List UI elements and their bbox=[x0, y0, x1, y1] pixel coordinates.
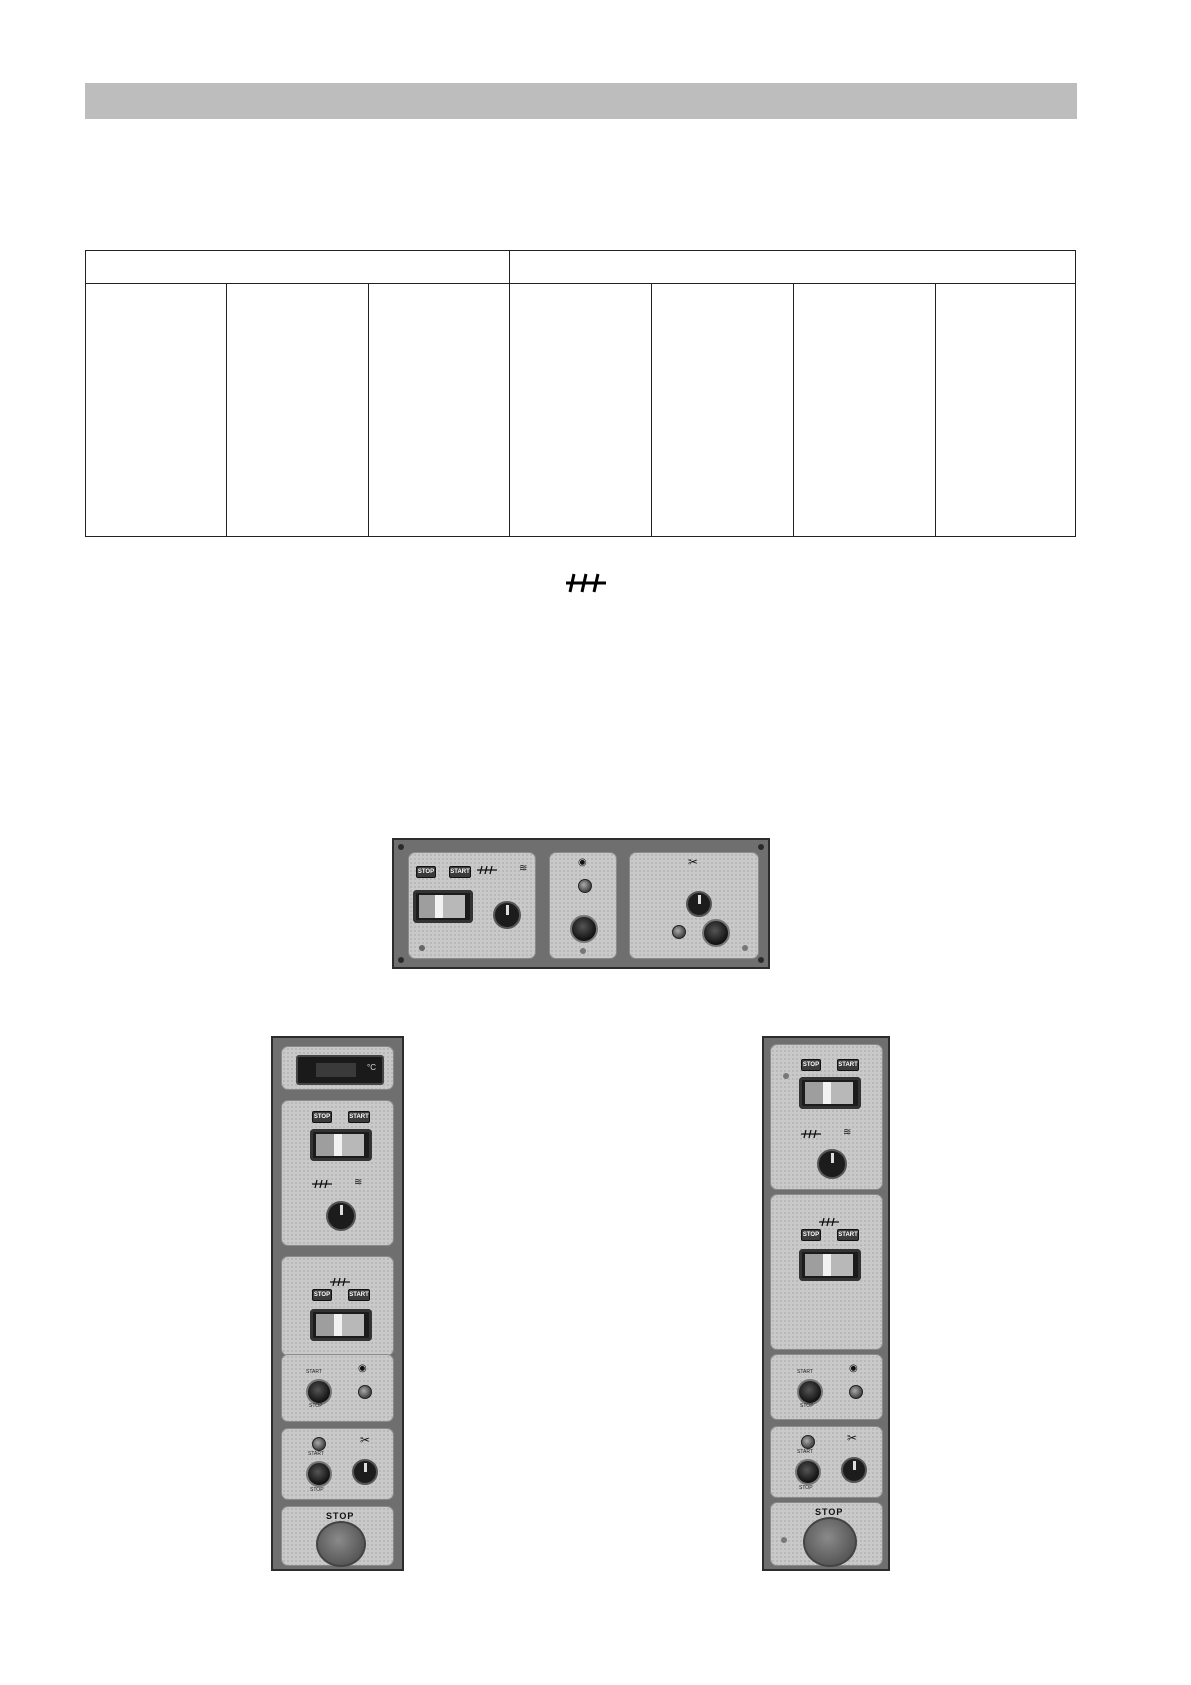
emergency-stop-label: STOP bbox=[815, 1507, 844, 1517]
table-header-divider bbox=[86, 283, 1075, 284]
cutter-indicator-lamp bbox=[801, 1435, 815, 1449]
stop-small-label: STOP bbox=[799, 1485, 813, 1491]
pump-start-stop-button[interactable] bbox=[797, 1379, 823, 1405]
pump-icon: ◉ bbox=[358, 1363, 367, 1374]
scissors-icon: ✂ bbox=[360, 1433, 371, 1447]
cutter-speed-dial[interactable] bbox=[352, 1459, 378, 1485]
heater-icon bbox=[477, 865, 497, 875]
pump-start-stop-button[interactable] bbox=[570, 915, 598, 943]
fan-icon: ≋ bbox=[519, 863, 528, 874]
heater-switch-plate bbox=[281, 1256, 394, 1356]
pump-indicator-lamp bbox=[358, 1385, 372, 1399]
screw bbox=[742, 945, 748, 951]
thermostat-plate bbox=[281, 1046, 394, 1090]
table-column-divider bbox=[935, 283, 936, 537]
screw bbox=[758, 957, 764, 963]
vertical-control-panel-left bbox=[271, 1036, 404, 1571]
start-label: START bbox=[449, 866, 471, 878]
heater-fan-selector-knob[interactable] bbox=[326, 1201, 356, 1231]
heater-icon bbox=[801, 1129, 821, 1139]
temperature-display bbox=[296, 1055, 384, 1085]
pump-plate bbox=[549, 852, 617, 959]
cutter-indicator-lamp bbox=[672, 925, 686, 939]
emergency-stop-plate bbox=[281, 1506, 394, 1566]
main-switch-plate bbox=[408, 852, 536, 959]
emergency-stop-button[interactable] bbox=[803, 1517, 857, 1567]
celsius-unit: °C bbox=[367, 1063, 376, 1072]
heater-fan-selector-knob[interactable] bbox=[493, 901, 521, 929]
screw bbox=[781, 1537, 787, 1543]
start-label: START bbox=[348, 1111, 370, 1123]
cutter-indicator-lamp bbox=[312, 1437, 326, 1451]
pump-icon: ◉ bbox=[578, 857, 587, 868]
cutter-plate bbox=[281, 1428, 394, 1500]
stop-small-label: STOP bbox=[309, 1403, 323, 1409]
start-small-label: START bbox=[797, 1369, 813, 1375]
start-small-label: START bbox=[797, 1449, 813, 1455]
cutter-plate bbox=[629, 852, 759, 959]
screw bbox=[398, 957, 404, 963]
screw bbox=[758, 844, 764, 850]
start-small-label: START bbox=[308, 1451, 324, 1457]
stop-label: STOP bbox=[312, 1289, 332, 1301]
start-label: START bbox=[348, 1289, 370, 1301]
cutter-speed-dial[interactable] bbox=[841, 1457, 867, 1483]
specs-table bbox=[85, 250, 1076, 537]
heater-icon bbox=[312, 1179, 332, 1189]
stop-small-label: STOP bbox=[310, 1487, 324, 1493]
vertical-control-panel-right bbox=[762, 1036, 890, 1571]
screw bbox=[398, 844, 404, 850]
emergency-stop-plate bbox=[770, 1502, 883, 1566]
stop-small-label: STOP bbox=[800, 1403, 814, 1409]
heater-switch-plate bbox=[770, 1194, 883, 1350]
heater-icon bbox=[819, 1217, 839, 1227]
pump-indicator-lamp bbox=[578, 879, 592, 893]
emergency-stop-label: STOP bbox=[326, 1511, 355, 1521]
cutter-speed-dial[interactable] bbox=[686, 891, 712, 917]
stop-label: STOP bbox=[801, 1059, 821, 1071]
heater-fan-selector-knob[interactable] bbox=[817, 1149, 847, 1179]
cutter-start-stop-button[interactable] bbox=[306, 1461, 332, 1487]
pump-start-stop-button[interactable] bbox=[306, 1379, 332, 1405]
fan-icon: ≋ bbox=[843, 1127, 852, 1138]
pump-indicator-lamp bbox=[849, 1385, 863, 1399]
start-label: START bbox=[837, 1059, 859, 1071]
table-column-divider bbox=[509, 251, 510, 537]
start-label: START bbox=[837, 1229, 859, 1241]
stop-start-rocker-switch[interactable] bbox=[799, 1077, 861, 1109]
pump-icon: ◉ bbox=[849, 1363, 858, 1374]
pump-plate bbox=[281, 1354, 394, 1422]
emergency-stop-button[interactable] bbox=[316, 1521, 366, 1567]
heater-rocker-switch[interactable] bbox=[799, 1249, 861, 1281]
main-switch-plate bbox=[770, 1044, 883, 1190]
start-small-label: START bbox=[306, 1369, 322, 1375]
stop-start-rocker-switch[interactable] bbox=[413, 890, 473, 923]
fan-icon: ≋ bbox=[354, 1177, 363, 1188]
table-column-divider bbox=[651, 283, 652, 537]
heater-icon bbox=[565, 571, 607, 595]
cutter-start-stop-button[interactable] bbox=[702, 919, 730, 947]
stop-label: STOP bbox=[416, 866, 436, 878]
screw bbox=[580, 948, 586, 954]
cutter-plate bbox=[770, 1426, 883, 1498]
heater-rocker-switch[interactable] bbox=[310, 1309, 372, 1341]
heater-icon bbox=[330, 1277, 350, 1287]
section-header-bar bbox=[85, 83, 1077, 119]
screw bbox=[419, 945, 425, 951]
stop-label: STOP bbox=[801, 1229, 821, 1241]
table-column-divider bbox=[793, 283, 794, 537]
scissors-icon: ✂ bbox=[688, 855, 699, 869]
stop-start-rocker-switch[interactable] bbox=[310, 1129, 372, 1161]
screw bbox=[783, 1073, 789, 1079]
pump-plate bbox=[770, 1354, 883, 1420]
main-switch-plate bbox=[281, 1100, 394, 1246]
scissors-icon: ✂ bbox=[847, 1431, 858, 1445]
horizontal-control-panel bbox=[392, 838, 770, 969]
table-column-divider bbox=[368, 283, 369, 537]
cutter-start-stop-button[interactable] bbox=[795, 1459, 821, 1485]
table-column-divider bbox=[226, 283, 227, 537]
stop-label: STOP bbox=[312, 1111, 332, 1123]
